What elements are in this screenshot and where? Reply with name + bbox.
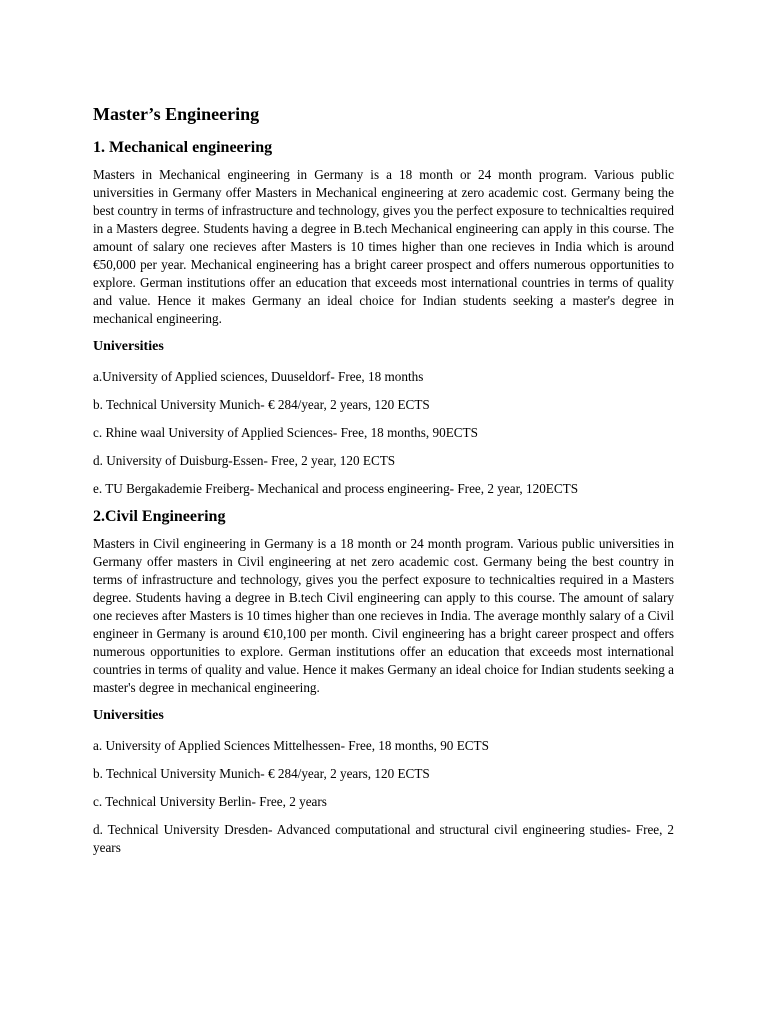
list-item: b. Technical University Munich- € 284/year, 2 years, 120 ECTS [93,766,430,781]
list-item: a.University of Applied sciences, Duuseldorf- Free, 18 months [93,369,424,384]
list-item: b. Technical University Munich- € 284/year, 2 years, 120 ECTS [93,397,430,412]
section-heading-civil: 2.Civil Engineering [93,508,226,525]
document-title: Master’s Engineering [93,104,260,124]
list-item: c. Rhine waal University of Applied Sciences- Free, 18 months, 90ECTS [93,425,478,440]
universities-heading-mechanical: Universities [93,339,164,354]
universities-heading-civil: Universities [93,708,164,723]
section-paragraph-mechanical: Masters in Mechanical engineering in Germany is a 18 month or 24 month program. Various public universities in Germany offer Masters in Mechanical engineering at zero academic cost. Germany being the best country in terms of infrastructure and technology, gives you the perfect exposure to technicalties required in a Masters degree. Students having a degree in B.tech Mechanical engineering can apply in this course. The amount of salary one recieves after Masters is 10 times higher than one recieves in India which is around €50,000 per year. Mechanical engineering has a bright career prospect and offers numerous opportunities to explore. German institutions offer an education that exceeds most international countries in terms of quality and value. Hence it makes Germany an ideal choice for Indian students seeking a master's degree in mechanical engineering. [93,167,674,326]
document-page [93,100,674,857]
section-heading-mechanical: 1. Mechanical engineering [93,139,273,156]
section-paragraph-civil: Masters in Civil engineering in Germany is a 18 month or 24 month program. Various public universities in Germany offer masters in Civil engineering at net zero academic cost. Germany being the best country in terms of infrastructure and technology, gives you the perfect exposure to technicalties required in a Masters degree. Students having a degree in B.tech Civil engineering can apply to this course. The amount of salary one recieves after Masters is 10 times higher than one recieves in India. The average monthly salary of a Civil engineer in Germany is around €10,100 per month. Civil engineering has a bright career prospect and offers numerous opportunities to explore. German institutions offer an education that exceeds most international countries in terms of quality and value. Hence it makes Germany an ideal choice for Indian students seeking a master's degree in mechanical engineering. [93,536,674,695]
list-item: d. Technical University Dresden- Advanced computational and structural civil engineering studies- Free, 2 years [93,822,674,855]
list-item: e. TU Bergakademie Freiberg- Mechanical and process engineering- Free, 2 year, 120ECTS [93,481,579,496]
list-item: c. Technical University Berlin- Free, 2 years [93,794,327,809]
universities-list-civil [93,737,674,857]
list-item: a. University of Applied Sciences Mittelhessen- Free, 18 months, 90 ECTS [93,738,489,753]
list-item: d. University of Duisburg-Essen- Free, 2 year, 120 ECTS [93,453,396,468]
universities-list-mechanical [93,368,674,498]
